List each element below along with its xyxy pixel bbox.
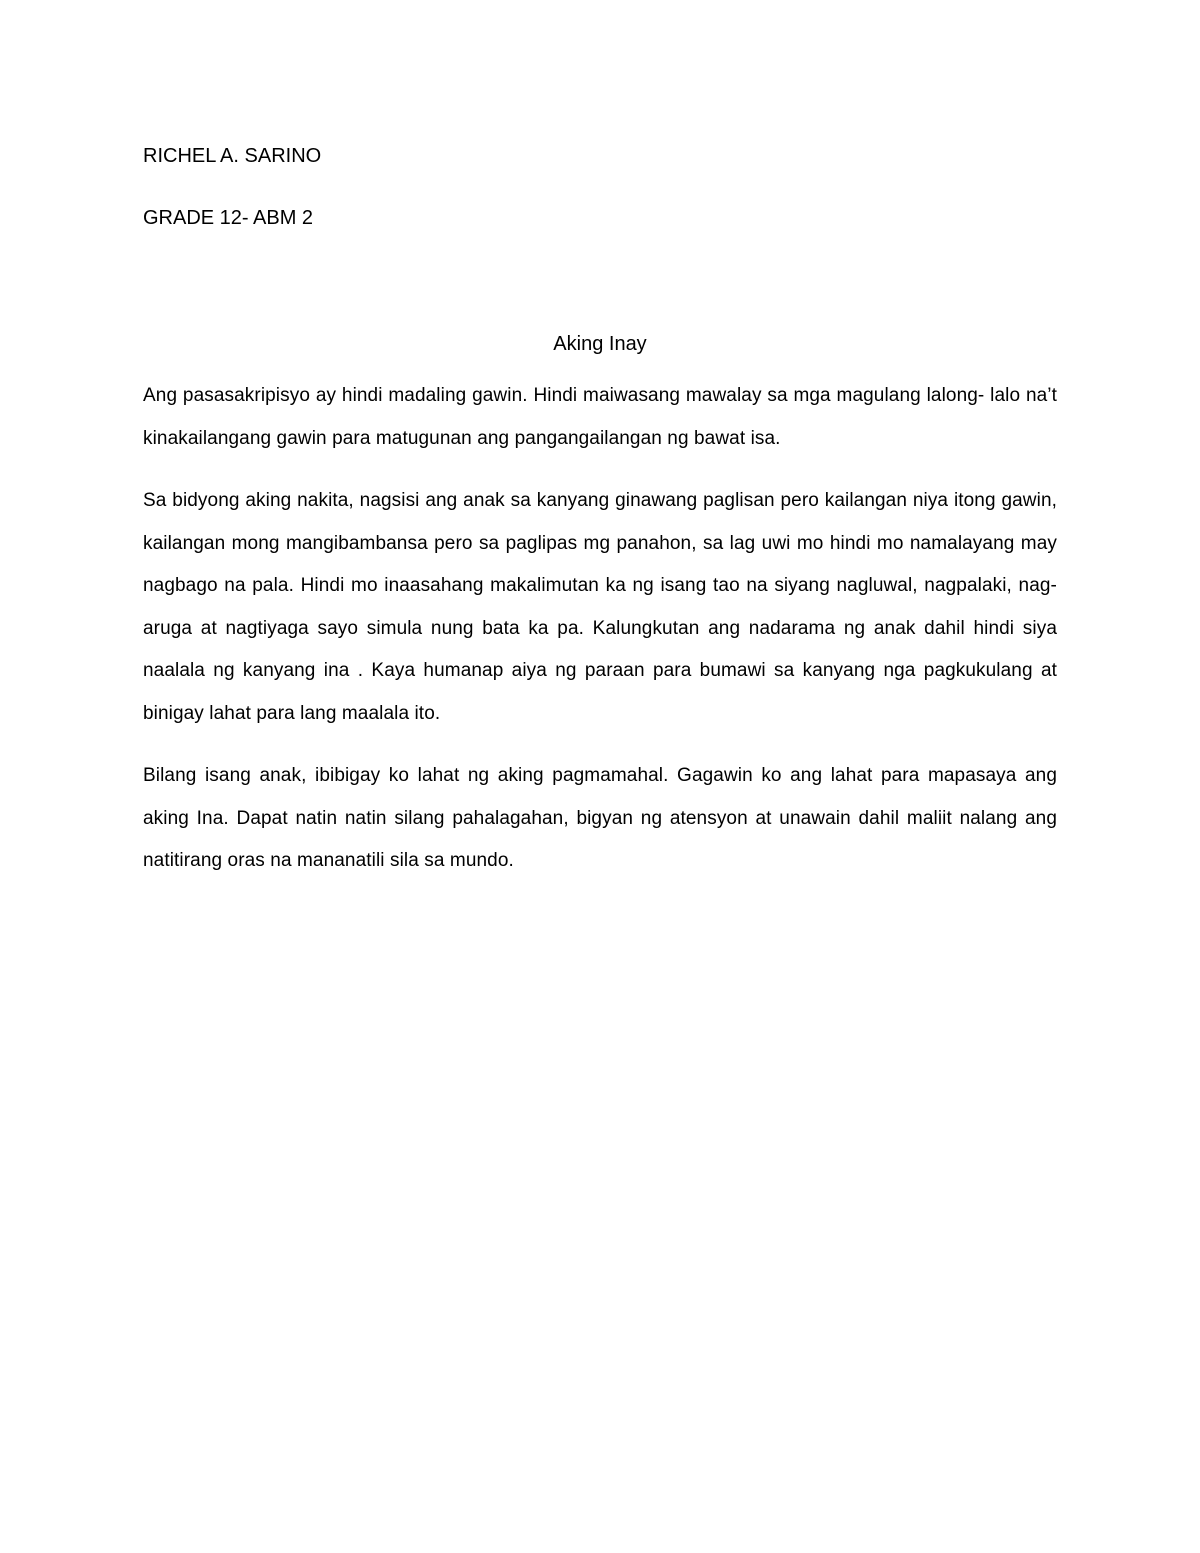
paragraph-3: Bilang isang anak, ibibigay ko lahat ng aking pagmamahal. Gagawin ko ang lahat para mapasaya ang aking Ina. Dapat natin natin silang pahalagahan, bigyan ng atensyon at unawain dahil maliit nalang ang natitirang oras na mananatili sila sa mundo. [143, 765, 1057, 871]
author-name: RICHEL A. SARINO [143, 145, 322, 167]
paragraph-2: Sa bidyong aking nakita, nagsisi ang anak sa kanyang ginawang paglisan pero kailangan niya itong gawin, kailangan mong mangibambansa pero sa paglipas mg panahon, sa lag uwi mo hindi mo namalayang may nagbago na pala. Hindi mo inaasahang makalimutan ka ng isang tao na siyang nagluwal, nagpalaki, nag-aruga at nagtiyaga sayo simula nung bata ka pa. Kalungkutan ang nadarama ng anak dahil hindi siya naalala ng kanyang ina . Kaya humanap aiya ng paraan para bumawi sa kanyang nga pagkukulang at binigay lahat para lang maalala ito. [143, 490, 1057, 724]
grade-section: GRADE 12- ABM 2 [143, 207, 314, 229]
essay-title: Aking Inay [553, 333, 647, 355]
paragraph-1: Ang pasasakripisyo ay hindi madaling gawin. Hindi maiwasang mawalay sa mga magulang lalong- lalo na’t kinakailangang gawin para matugunan ang pangangailangan ng bawat isa. [143, 385, 1057, 449]
document-body [143, 140, 1057, 883]
